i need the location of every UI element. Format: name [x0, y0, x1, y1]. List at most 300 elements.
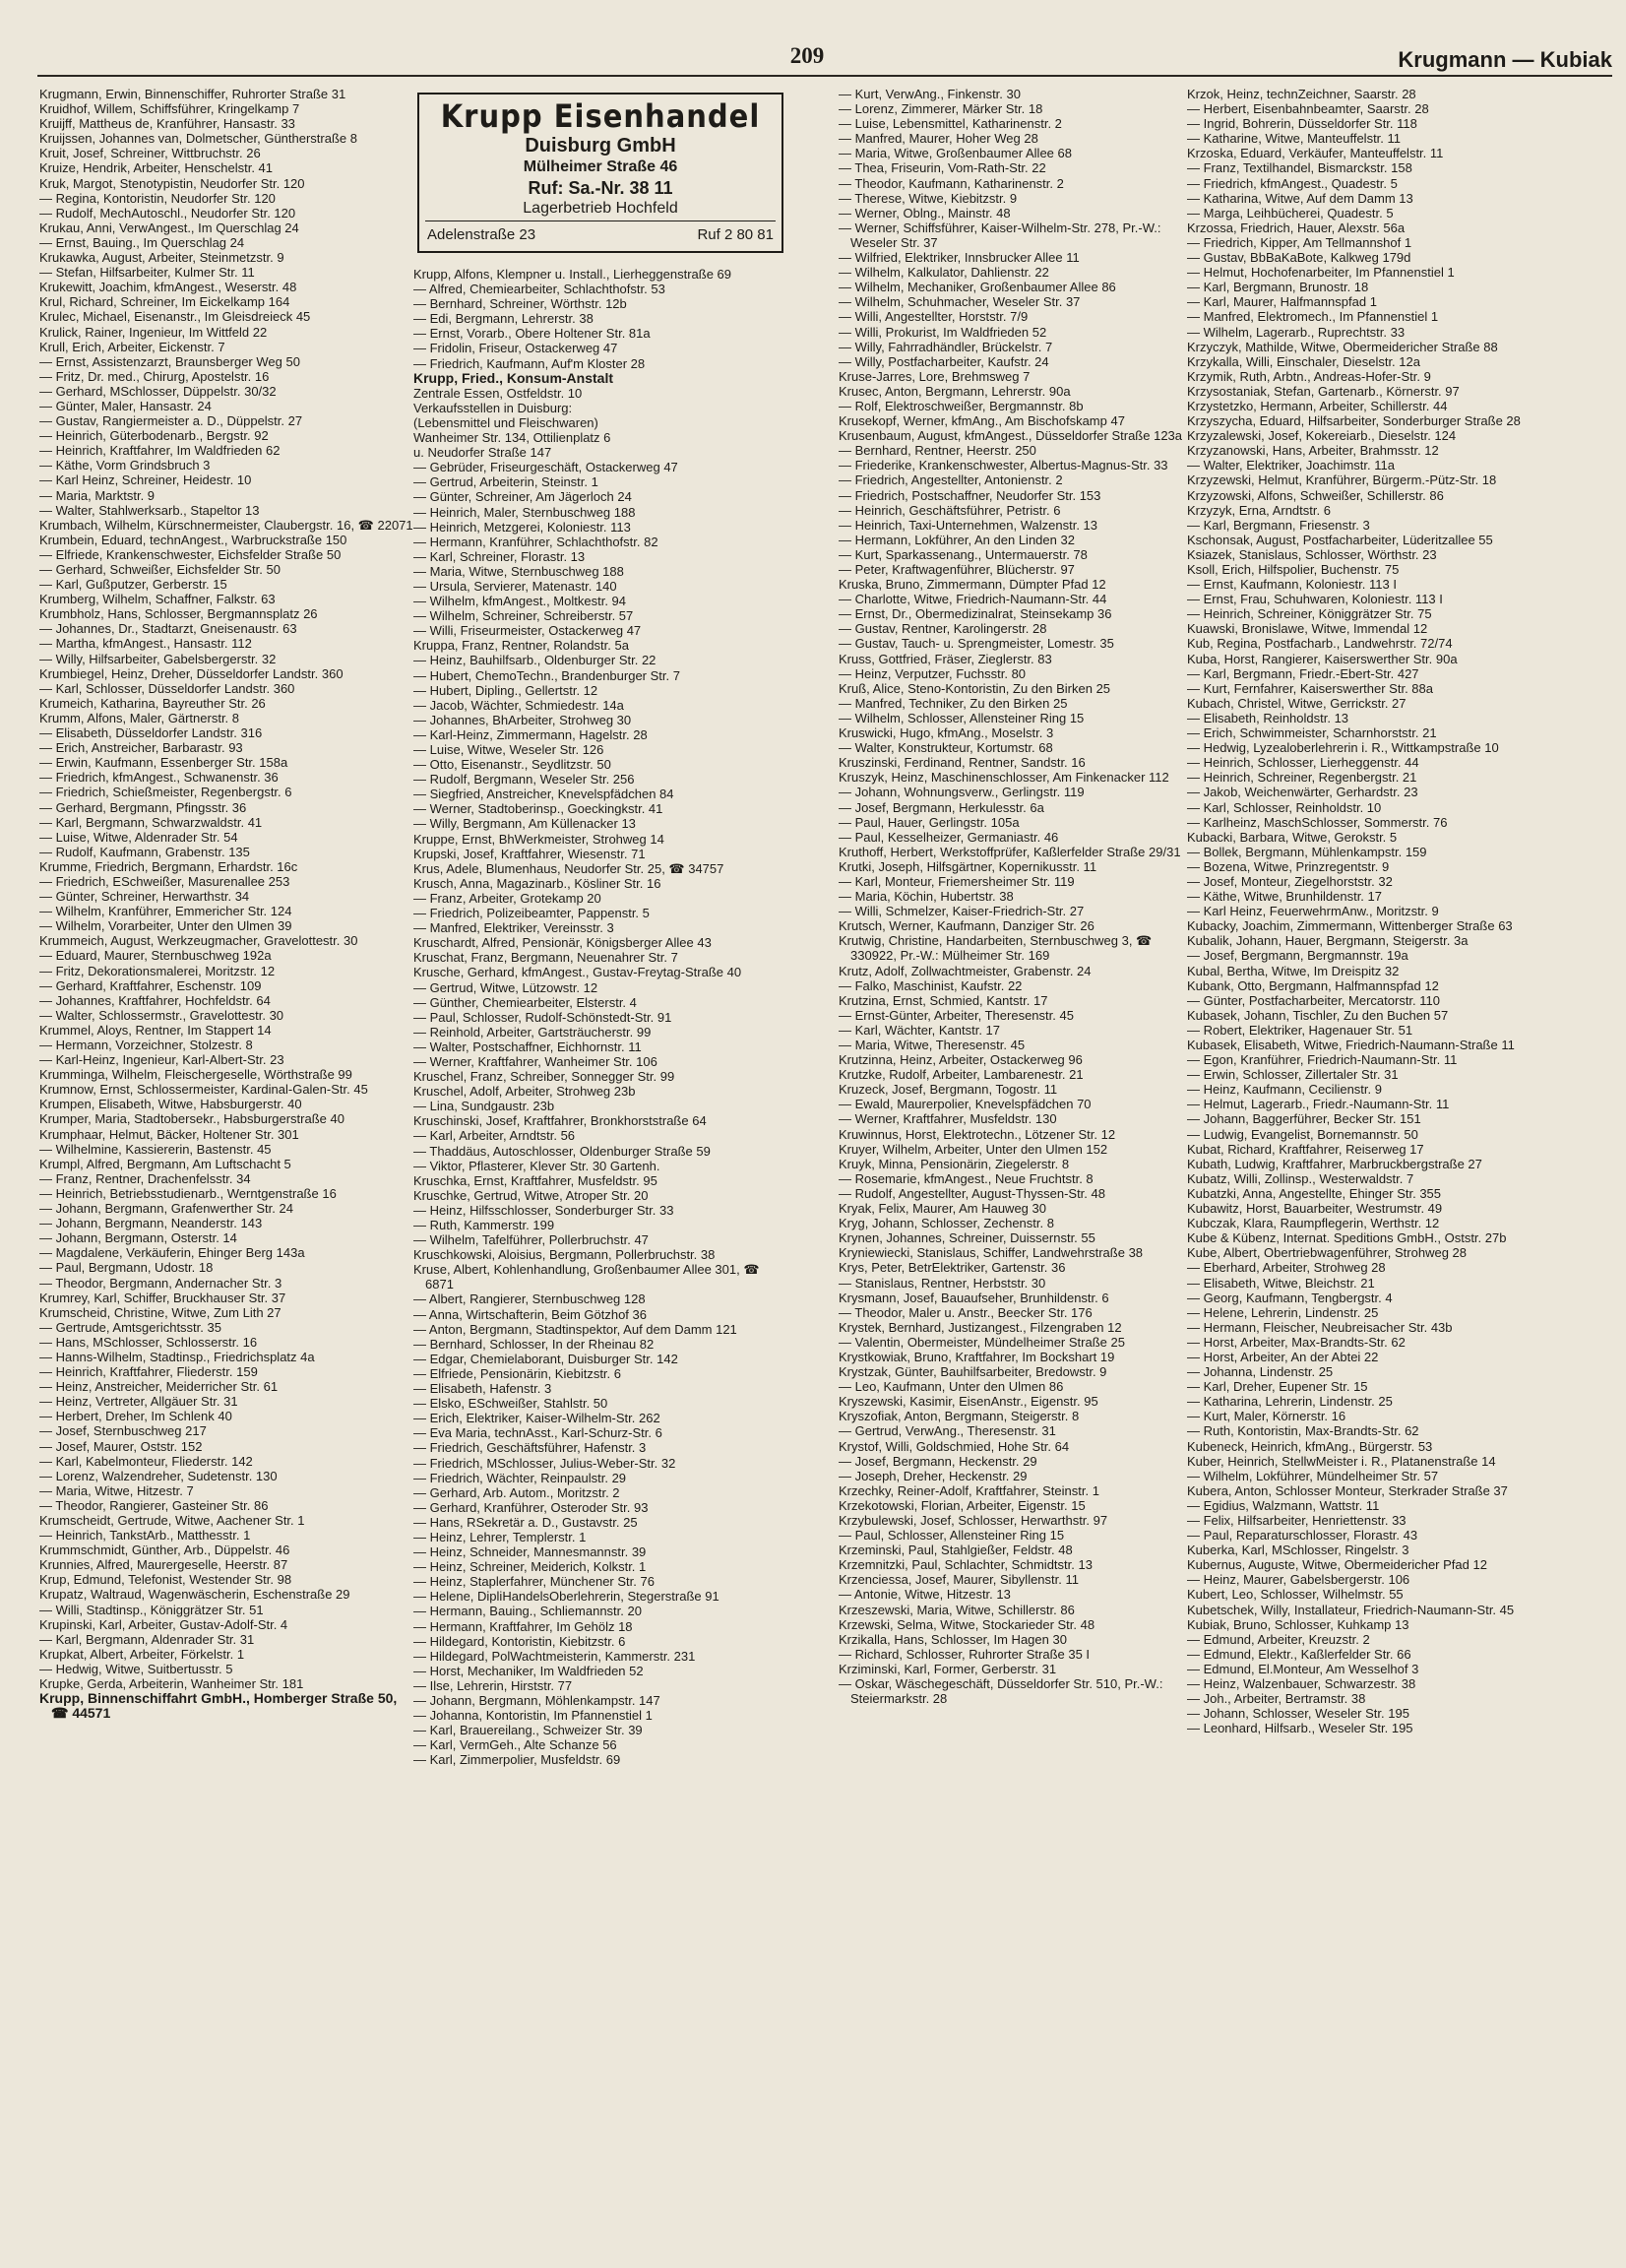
- directory-entry: Kryg, Johann, Schlosser, Zechenstr. 8: [839, 1216, 1054, 1231]
- directory-entry: Krzyzowski, Alfons, Schweißer, Schillerstr. 86: [1187, 487, 1444, 503]
- directory-entry: — Elfriede, Krankenschwester, Eichsfelder Straße 50: [39, 546, 342, 562]
- directory-entry: — Friedrich, Kipper, Am Tellmannshof 1: [1187, 234, 1412, 250]
- directory-entry: Krzenciessa, Josef, Maurer, Sibyllenstr. 11: [839, 1572, 1079, 1588]
- directory-entry: — Gertrud, Arbeiterin, Steinstr. 1: [413, 474, 598, 490]
- directory-entry: Kubczak, Klara, Raumpflegerin, Werthstr. 12: [1187, 1216, 1440, 1231]
- directory-entry: — Thaddäus, Autoschlosser, Oldenburger Straße 59: [413, 1143, 711, 1159]
- directory-entry: — Theodor, Maler u. Anstr., Beecker Str. 176: [839, 1304, 1093, 1320]
- directory-entry: — Wilhelm, Lagerarb., Ruprechtstr. 33: [1187, 324, 1406, 340]
- directory-entry: — Maria, Köchin, Hubertstr. 38: [839, 889, 1014, 905]
- directory-entry: Krusch, Anna, Magazinarb., Kösliner Str. 16: [413, 875, 661, 891]
- directory-entry: — Karl, VermGeh., Alte Schanze 56: [413, 1737, 617, 1753]
- directory-entry: — Willy, Hilfsarbeiter, Gabelsbergerstr. 32: [39, 651, 277, 666]
- directory-entry: Krus, Adele, Blumenhaus, Neudorfer Str. 25, ☎ 34757: [413, 860, 724, 876]
- directory-entry: — Karl, Monteur, Friemersheimer Str. 119: [839, 873, 1075, 889]
- directory-entry: — Oskar, Wäschegeschäft, Düsseldorfer Str. 510, Pr.-W.: Steiermarkstr. 28: [839, 1676, 1163, 1707]
- directory-entry: — Edgar, Chemielaborant, Duisburger Str. 142: [413, 1351, 678, 1366]
- directory-entry: — Helmut, Lagerarb., Friedr.-Naumann-Str. 11: [1187, 1097, 1450, 1112]
- directory-entry: Krupp, Binnenschiffahrt GmbH., Homberger Straße 50, ☎ 44571: [39, 1690, 398, 1722]
- directory-entry: — Karl, Schreiner, Florastr. 13: [413, 548, 586, 564]
- directory-entry: Kubeneck, Heinrich, kfmAng., Bürgerstr. 53: [1187, 1438, 1433, 1454]
- directory-entry: Krusche, Gerhard, kfmAngest., Gustav-Freytag-Straße 40: [413, 965, 742, 980]
- directory-entry: — Willy, Fahrradhändler, Brückelstr. 7: [839, 339, 1053, 354]
- directory-entry: — Herbert, Eisenbahnbeamter, Saarstr. 28: [1187, 101, 1429, 117]
- directory-entry: — Karl, Bergmann, Brunostr. 18: [1187, 280, 1369, 295]
- directory-entry: — Valentin, Obermeister, Mündelheimer Straße 25: [839, 1334, 1125, 1350]
- directory-entry: Kuawski, Bronislawe, Witwe, Immendal 12: [1187, 621, 1428, 637]
- directory-entry: Krukau, Anni, VerwAngest., Im Querschlag 24: [39, 220, 299, 235]
- directory-entry: Krul, Richard, Schreiner, Im Eickelkamp 164: [39, 294, 290, 310]
- directory-entry: — Rudolf, MechAutoschl., Neudorfer Str. 120: [39, 205, 296, 220]
- directory-entry: Krzewski, Selma, Witwe, Stockarieder Str. 48: [839, 1616, 1095, 1632]
- directory-entry: Kuber, Heinrich, StellwMeister i. R., Platanenstraße 14: [1187, 1453, 1496, 1469]
- directory-entry: — Johann, Bergmann, Osterstr. 14: [39, 1230, 237, 1246]
- directory-entry: Kuberka, Karl, MSchlosser, Ringelstr. 3: [1187, 1543, 1409, 1558]
- directory-entry: — Hermann, Bauing., Schliemannstr. 20: [413, 1604, 642, 1619]
- directory-entry: Kruss, Gottfried, Fräser, Zieglerstr. 83: [839, 651, 1052, 666]
- directory-entry: — Johann, Bergmann, Grafenwerther Str. 24: [39, 1201, 293, 1217]
- directory-entry: — Rudolf, Kaufmann, Grabenstr. 135: [39, 844, 250, 859]
- directory-entry: — Friederike, Krankenschwester, Albertus-Magnus-Str. 33: [839, 458, 1168, 473]
- directory-entry: Kruschinski, Josef, Kraftfahrer, Bronkhorststraße 64: [413, 1113, 707, 1129]
- directory-entry: Kube & Kübenz, Internat. Speditions GmbH., Oststr. 27b: [1187, 1230, 1507, 1246]
- directory-entry: Kryszofiak, Anton, Bergmann, Steigerstr. 8: [839, 1409, 1080, 1424]
- directory-entry: Kruska, Bruno, Zimmermann, Dümpter Pfad 12: [839, 577, 1106, 593]
- directory-entry: Krumscheid, Christine, Witwe, Zum Lith 27: [39, 1304, 281, 1320]
- directory-entry: Krupke, Gerda, Arbeiterin, Wanheimer Str. 181: [39, 1676, 304, 1692]
- ad-branch-phone: Ruf 2 80 81: [697, 226, 774, 243]
- directory-entry: — Johann, Schlosser, Weseler Str. 195: [1187, 1706, 1409, 1722]
- directory-entry: — Leonhard, Hilfsarb., Weseler Str. 195: [1187, 1721, 1413, 1736]
- directory-entry: — Ernst-Günter, Arbeiter, Theresenstr. 45: [839, 1007, 1074, 1023]
- directory-entry: — Gustav, BbBaKaBote, Kalkweg 179d: [1187, 250, 1411, 266]
- directory-entry: — Gerhard, Schweißer, Eichsfelder Str. 50: [39, 562, 281, 577]
- directory-entry: — Heinz, Hilfsschlosser, Sonderburger Str. 33: [413, 1202, 674, 1218]
- directory-entry: — Viktor, Pflasterer, Klever Str. 30 Gartenh.: [413, 1158, 660, 1173]
- directory-entry: — Hubert, Dipling., Gellertstr. 12: [413, 682, 598, 698]
- directory-entry: — Alfred, Chemiearbeiter, Schlachthofstr. 53: [413, 282, 665, 297]
- directory-entry: — Rolf, Elektroschweißer, Bergmannstr. 8b: [839, 398, 1084, 413]
- directory-entry: Kruse, Albert, Kohlenhandlung, Großenbaumer Allee 301, ☎ 6871: [413, 1262, 760, 1292]
- directory-entry: Krukewitt, Joachim, kfmAngest., Weserstr. 48: [39, 280, 297, 295]
- directory-entry: — Werner, Kraftfahrer, Musfeldstr. 130: [839, 1111, 1057, 1127]
- directory-entry: Krumrey, Karl, Schiffer, Bruckhauser Str. 37: [39, 1290, 286, 1305]
- directory-entry: Krutzke, Rudolf, Arbeiter, Lambarenestr. 21: [839, 1067, 1084, 1083]
- directory-entry: — Heinz, Lehrer, Templerstr. 1: [413, 1529, 587, 1544]
- directory-entry: Kruschardt, Alfred, Pensionär, Königsberger Allee 43: [413, 935, 712, 951]
- directory-entry: — Martha, kfmAngest., Hansastr. 112: [39, 636, 252, 652]
- directory-entry: Kubetschek, Willy, Installateur, Friedrich-Naumann-Str. 45: [1187, 1602, 1515, 1617]
- directory-entry: Kruyer, Wilhelm, Arbeiter, Unter den Ulmen 152: [839, 1141, 1108, 1157]
- directory-entry: — Elsko, ESchweißer, Stahlstr. 50: [413, 1396, 608, 1412]
- directory-entry: Kruk, Margot, Stenotypistin, Neudorfer Str. 120: [39, 175, 305, 191]
- directory-entry: — Friedrich, kfmAngest., Quadestr. 5: [1187, 175, 1398, 191]
- directory-entry: Krzybulewski, Josef, Schlosser, Herwarthstr. 97: [839, 1513, 1108, 1528]
- directory-entry: Krummeich, August, Werkzeugmacher, Gravelottestr. 30: [39, 933, 358, 949]
- directory-entry: Kryak, Felix, Maurer, Am Hauweg 30: [839, 1201, 1046, 1217]
- directory-entry: — Bollek, Bergmann, Mühlenkampstr. 159: [1187, 844, 1427, 859]
- directory-entry: — Antonie, Witwe, Hitzestr. 13: [839, 1587, 1011, 1603]
- directory-entry: Kruszinski, Ferdinand, Rentner, Sandstr. 16: [839, 755, 1086, 771]
- directory-entry: — Gustav, Rangiermeister a. D., Düppelstr. 27: [39, 413, 303, 429]
- directory-entry: — Maria, Witwe, Sternbuschweg 188: [413, 563, 624, 579]
- directory-entry: — Katharina, Lehrerin, Lindenstr. 25: [1187, 1394, 1393, 1410]
- directory-entry: — Hildegard, PolWachtmeisterin, Kammerstr. 231: [413, 1648, 696, 1664]
- directory-entry: — Anton, Bergmann, Stadtinspektor, Auf dem Damm 121: [413, 1321, 737, 1337]
- directory-entry: — Eduard, Maurer, Sternbuschweg 192a: [39, 948, 272, 964]
- directory-entry: Krzyzewski, Helmut, Kranführer, Bürgerm.-Pütz-Str. 18: [1187, 472, 1497, 488]
- directory-entry: — Hermann, Vorzeichner, Stolzestr. 8: [39, 1038, 253, 1052]
- directory-entry: — Karl, Maurer, Halfmannspfad 1: [1187, 294, 1377, 310]
- directory-entry: — Willy, Bergmann, Am Küllenacker 13: [413, 816, 636, 832]
- directory-entry: Krumbiegel, Heinz, Dreher, Düsseldorfer Landstr. 360: [39, 665, 344, 681]
- directory-entry: — Gertrud, VerwAng., Theresenstr. 31: [839, 1423, 1056, 1439]
- directory-entry: — Peter, Kraftwagenführer, Blücherstr. 97: [839, 562, 1075, 577]
- directory-entry: Krupinski, Karl, Arbeiter, Gustav-Adolf-Str. 4: [39, 1616, 288, 1632]
- directory-entry: — Günter, Maler, Hansastr. 24: [39, 398, 212, 413]
- directory-entry: Kubank, Otto, Bergmann, Halfmannspfad 12: [1187, 977, 1439, 993]
- directory-entry: — Willy, Postfacharbeiter, Kaufstr. 24: [839, 353, 1049, 369]
- directory-entry: — Rudolf, Bergmann, Weseler Str. 256: [413, 772, 635, 788]
- directory-entry: — Kurt, Fernfahrer, Kaiserswerther Str. 88a: [1187, 680, 1433, 696]
- directory-entry: Krusec, Anton, Bergmann, Lehrerstr. 90a: [839, 383, 1071, 399]
- directory-entry: — Katharine, Witwe, Manteuffelstr. 11: [1187, 131, 1402, 147]
- directory-entry: — Paul, Schlosser, Rudolf-Schönstedt-Str. 91: [413, 1009, 672, 1025]
- krupp-eisenhandel-advertisement: [417, 93, 783, 253]
- directory-entry: — Karl, Schlosser, Reinholdstr. 10: [1187, 799, 1382, 815]
- directory-entry: — Heinrich, Maler, Sternbuschweg 188: [413, 504, 636, 520]
- directory-entry: — Josef, Bergmann, Heckenstr. 29: [839, 1453, 1037, 1469]
- directory-entry: Krumnow, Ernst, Schlossermeister, Kardinal-Galen-Str. 45: [39, 1082, 368, 1098]
- directory-entry: — Wilhelm, Mechaniker, Großenbaumer Allee 86: [839, 280, 1116, 295]
- directory-entry: Kuba, Horst, Rangierer, Kaiserswerther Str. 90a: [1187, 651, 1458, 666]
- directory-entry: — Helene, Lehrerin, Lindenstr. 25: [1187, 1304, 1379, 1320]
- page-number: 209: [789, 43, 825, 68]
- directory-entry: Kube, Albert, Obertriebwagenführer, Strohweg 28: [1187, 1245, 1468, 1261]
- directory-entry: — Bernhard, Schlosser, In der Rheinau 82: [413, 1336, 655, 1352]
- directory-entry: Kubert, Leo, Schlosser, Wilhelmstr. 55: [1187, 1587, 1404, 1603]
- directory-entry: — Bernhard, Rentner, Heerstr. 250: [839, 443, 1036, 459]
- directory-entry: — Paul, Bergmann, Udostr. 18: [39, 1260, 214, 1276]
- directory-entry: — Rudolf, Angestellter, August-Thyssen-Str. 48: [839, 1185, 1105, 1201]
- directory-entry: Kruschke, Gertrud, Witwe, Atroper Str. 20: [413, 1187, 649, 1203]
- directory-entry: Krzemnitzki, Paul, Schlachter, Schmidtstr. 13: [839, 1557, 1093, 1573]
- directory-entry: — Karl, Arbeiter, Arndtstr. 56: [413, 1128, 576, 1144]
- directory-entry: — Hermann, Kranführer, Schlachthofstr. 82: [413, 534, 658, 549]
- directory-entry: — Johanna, Kontoristin, Im Pfannenstiel 1: [413, 1708, 653, 1724]
- directory-entry: Krumpen, Elisabeth, Witwe, Habsburgerstr. 40: [39, 1097, 302, 1112]
- directory-entry: — Gustav, Tauch- u. Sprengmeister, Lomestr. 35: [839, 636, 1114, 652]
- directory-entry: — Franz, Rentner, Drachenfelsstr. 34: [39, 1170, 251, 1186]
- directory-entry: Kruschel, Adolf, Arbeiter, Strohweg 23b: [413, 1084, 636, 1100]
- directory-entry: Krulec, Michael, Eisenanstr., Im Gleisdreieck 45: [39, 309, 311, 325]
- column-3: [839, 87, 1185, 2260]
- directory-entry: Kruppa, Franz, Rentner, Rolandstr. 5a: [413, 638, 629, 654]
- directory-entry: Krummel, Aloys, Rentner, Im Stappert 14: [39, 1022, 272, 1038]
- directory-entry: — Edmund, El.Monteur, Am Wesselhof 3: [1187, 1661, 1419, 1676]
- directory-entry: — Ruth, Kammerstr. 199: [413, 1218, 555, 1232]
- directory-entry: Krugmann, Erwin, Binnenschiffer, Ruhrorter Straße 31: [39, 87, 346, 101]
- directory-entry: Kryszewski, Kasimir, EisenAnstr., Eigenstr. 95: [839, 1394, 1098, 1410]
- directory-entry: Kubalik, Johann, Hauer, Bergmann, Steigerstr. 3a: [1187, 933, 1469, 949]
- directory-entry: — Johannes, Dr., Stadtarzt, Gneisenaustr. 63: [39, 621, 297, 637]
- directory-entry: — Joseph, Dreher, Heckenstr. 29: [839, 1468, 1028, 1483]
- directory-entry: — Gertrude, Amtsgerichtsstr. 35: [39, 1319, 221, 1335]
- directory-entry: — Karlheinz, MaschSchlosser, Sommerstr. 76: [1187, 814, 1448, 830]
- directory-entry: — Heinrich, Geschäftsführer, Petristr. 6: [839, 502, 1061, 518]
- directory-entry: Krystkowiak, Bruno, Kraftfahrer, Im Bockshart 19: [839, 1349, 1115, 1364]
- directory-entry: — Hanns-Wilhelm, Stadtinsp., Friedrichsplatz 4a: [39, 1349, 315, 1364]
- directory-entry: — Karl, Kabelmonteur, Fliederstr. 142: [39, 1453, 253, 1469]
- directory-entry: — Paul, Kesselheizer, Germaniastr. 46: [839, 829, 1059, 845]
- directory-entry: Kubacki, Barbara, Witwe, Gerokstr. 5: [1187, 829, 1398, 845]
- directory-entry: — Hubert, ChemoTechn., Brandenburger Str. 7: [413, 667, 680, 683]
- directory-entry: Krzyzyk, Erna, Arndtstr. 6: [1187, 502, 1331, 518]
- directory-entry: Krzok, Heinz, technZeichner, Saarstr. 28: [1187, 87, 1416, 101]
- directory-entry: — Werner, Stadtoberinsp., Goeckingkstr. 41: [413, 801, 663, 817]
- directory-entry: — Friedrich, Geschäftsführer, Hafenstr. 3: [413, 1440, 647, 1456]
- directory-entry: — Heinz, Walzenbauer, Schwarzestr. 38: [1187, 1676, 1416, 1692]
- directory-entry: — Magdalene, Verkäuferin, Ehinger Berg 143a: [39, 1245, 305, 1261]
- directory-entry: — Franz, Textilhandel, Bismarckstr. 158: [1187, 160, 1412, 176]
- directory-entry: — Werner, Schiffsführer, Kaiser-Wilhelm-Str. 278, Pr.-W.: Weseler Str. 37: [839, 220, 1161, 250]
- directory-entry: — Otto, Eisenanstr., Seydlitzstr. 50: [413, 757, 611, 773]
- directory-entry: — Willi, Friseurmeister, Ostackerweg 47: [413, 623, 642, 639]
- directory-entry: — Edmund, Arbeiter, Kreuzstr. 2: [1187, 1631, 1370, 1647]
- directory-entry: — Lorenz, Zimmerer, Märker Str. 18: [839, 101, 1043, 117]
- directory-entry: — Josef, Sternbuschweg 217: [39, 1423, 207, 1439]
- directory-entry: — Manfred, Techniker, Zu den Birken 25: [839, 695, 1068, 711]
- directory-entry: — Edi, Bergmann, Lehrerstr. 38: [413, 311, 594, 327]
- directory-entry: — Ernst, Kaufmann, Koloniestr. 113 I: [1187, 577, 1397, 593]
- directory-entry: — Jakob, Weichenwärter, Gerhardstr. 23: [1187, 785, 1418, 800]
- directory-entry: Krzysostaniak, Stefan, Gartenarb., Körnerstr. 97: [1187, 383, 1460, 399]
- directory-entry: — Egidius, Walzmann, Wattstr. 11: [1187, 1497, 1380, 1513]
- directory-entry: — Therese, Witwe, Kiebitzstr. 9: [839, 190, 1018, 206]
- directory-entry: Kub, Regina, Postfacharb., Landwehrstr. 72/74: [1187, 636, 1453, 652]
- directory-entry: (Lebensmittel und Fleischwaren): [413, 414, 598, 430]
- directory-entry: — Kurt, Sparkassenang., Untermauerstr. 78: [839, 546, 1088, 562]
- directory-entry: — Ernst, Bauing., Im Querschlag 24: [39, 234, 245, 250]
- directory-entry: Krzossa, Friedrich, Hauer, Alexstr. 56a: [1187, 220, 1406, 235]
- ad-street: Mülheimer Straße 46: [523, 158, 678, 175]
- directory-entry: — Heinz, Verputzer, Fuchsstr. 80: [839, 665, 1027, 681]
- directory-entry: Krupatz, Waltraud, Wagenwäscherin, Eschenstraße 29: [39, 1587, 350, 1603]
- directory-entry: Krystof, Willi, Goldschmied, Hohe Str. 64: [839, 1438, 1070, 1454]
- directory-entry: — Helene, DipliHandelsOberlehrerin, Stegerstraße 91: [413, 1589, 719, 1605]
- directory-entry: — Karl Heinz, FeuerwehrmAnw., Moritzstr. 9: [1187, 904, 1439, 919]
- directory-entry: — Hermann, Lokführer, An den Linden 32: [839, 532, 1075, 547]
- directory-entry: Kubatz, Willi, Zollinsp., Westerwaldstr. 7: [1187, 1170, 1414, 1186]
- directory-entry: — Stefan, Hilfsarbeiter, Kulmer Str. 11: [39, 265, 255, 281]
- ad-branch-row: [425, 225, 776, 245]
- directory-entry: — Charlotte, Witwe, Friedrich-Naumann-Str. 44: [839, 592, 1107, 607]
- directory-entry: — Paul, Schlosser, Allensteiner Ring 15: [839, 1528, 1065, 1544]
- directory-entry: Kubach, Christel, Witwe, Gerrickstr. 27: [1187, 695, 1407, 711]
- directory-entry: — Heinrich, Betriebsstudienarb., Werntgenstraße 16: [39, 1185, 337, 1201]
- directory-entry: — Luise, Witwe, Weseler Str. 126: [413, 742, 604, 757]
- directory-entry: — Georg, Kaufmann, Tengbergstr. 4: [1187, 1290, 1393, 1305]
- directory-entry: — Hans, MSchlosser, Schlosserstr. 16: [39, 1334, 258, 1350]
- directory-entry: — Ilse, Lehrerin, Hirststr. 77: [413, 1677, 573, 1693]
- directory-entry: — Paul, Hauer, Gerlingstr. 105a: [839, 814, 1020, 830]
- directory-entry: — Hildegard, Kontoristin, Kiebitzstr. 6: [413, 1633, 626, 1649]
- directory-entry: — Heinrich, Metzgerei, Koloniestr. 113: [413, 519, 631, 535]
- directory-entry: Krzikalla, Hans, Schlosser, Im Hagen 30: [839, 1631, 1067, 1647]
- directory-entry: Krumphaar, Helmut, Bäcker, Holtener Str. 301: [39, 1126, 299, 1142]
- directory-entry: — Friedrich, Postschaffner, Neudorfer Str. 153: [839, 487, 1101, 503]
- directory-entry: Krumminga, Wilhelm, Fleischergeselle, Wörthstraße 99: [39, 1067, 352, 1083]
- directory-entry: — Werner, Oblng., Mainstr. 48: [839, 205, 1011, 220]
- directory-entry: Kubiak, Bruno, Schlosser, Kuhkamp 13: [1187, 1616, 1409, 1632]
- directory-entry: — Robert, Elektriker, Hagenauer Str. 51: [1187, 1022, 1413, 1038]
- directory-entry: — Willi, Angestellter, Horststr. 7/9: [839, 309, 1029, 325]
- directory-entry: — Johanna, Lindenstr. 25: [1187, 1364, 1334, 1380]
- directory-entry: — Gustav, Rentner, Karolingerstr. 28: [839, 621, 1047, 637]
- directory-entry: — Käthe, Vorm Grindsbruch 3: [39, 458, 211, 473]
- directory-entry: — Leo, Kaufmann, Unter den Ulmen 86: [839, 1379, 1064, 1395]
- directory-entry: — Maria, Witwe, Hitzestr. 7: [39, 1482, 194, 1498]
- directory-entry: — Karl-Heinz, Ingenieur, Karl-Albert-Str. 23: [39, 1052, 284, 1068]
- directory-entry: — Karl, Zimmerpolier, Musfeldstr. 69: [413, 1752, 621, 1768]
- directory-entry: — Friedrich, ESchweißer, Masurenallee 253: [39, 873, 290, 889]
- directory-entry: — Heinrich, Schreiner, Regenbergstr. 21: [1187, 770, 1417, 786]
- directory-entry: — Richard, Schlosser, Ruhrorter Straße 35 I: [839, 1646, 1091, 1662]
- directory-entry: — Paul, Reparaturschlosser, Florastr. 43: [1187, 1528, 1418, 1544]
- directory-entry: Kubath, Ludwig, Kraftfahrer, Marbruckbergstraße 27: [1187, 1156, 1482, 1171]
- directory-entry: — Heinrich, Schlosser, Lierheggenstr. 44: [1187, 755, 1419, 771]
- directory-entry: — Heinrich, Güterbodenarb., Bergstr. 92: [39, 428, 269, 444]
- directory-entry: Krusekopf, Werner, kfmAng., Am Bischofskamp 47: [839, 413, 1125, 429]
- directory-entry: Kubasek, Johann, Tischler, Zu den Buchen 57: [1187, 1007, 1449, 1023]
- directory-entry: — Johannes, BhArbeiter, Strohweg 30: [413, 712, 632, 727]
- directory-entry: Krzyczyk, Mathilde, Witwe, Obermeidericher Straße 88: [1187, 339, 1498, 354]
- directory-entry: — Maria, Witwe, Großenbaumer Allee 68: [839, 146, 1072, 161]
- directory-entry: — Elisabeth, Reinholdstr. 13: [1187, 710, 1349, 725]
- directory-entry: Krupkat, Albert, Arbeiter, Förkelstr. 1: [39, 1646, 245, 1662]
- directory-entry: — Wilfried, Elektriker, Innsbrucker Allee 11: [839, 250, 1080, 266]
- directory-entry: — Gerhard, Arb. Autom., Moritzstr. 2: [413, 1484, 620, 1500]
- directory-entry: — Theodor, Kaufmann, Katharinenstr. 2: [839, 175, 1064, 191]
- directory-entry: Krumper, Maria, Stadtobersekr., Habsburgerstraße 40: [39, 1111, 344, 1127]
- directory-entry: — Regina, Kontoristin, Neudorfer Str. 120: [39, 190, 276, 206]
- directory-entry: — Horst, Mechaniker, Im Waldfrieden 52: [413, 1663, 644, 1678]
- directory-entry: — Gerhard, MSchlosser, Düppelstr. 30/32: [39, 383, 277, 399]
- directory-entry: — Wilhelm, Vorarbeiter, Unter den Ulmen 39: [39, 918, 292, 934]
- ad-branch: Lagerbetrieb Hochfeld: [523, 200, 678, 217]
- directory-entry: Kubernus, Auguste, Witwe, Obermeidericher Pfad 12: [1187, 1557, 1487, 1573]
- directory-entry: — Herbert, Dreher, Im Schlenk 40: [39, 1409, 232, 1424]
- running-head: Krugmann — Kubiak: [1398, 47, 1612, 72]
- directory-entry: — Willi, Schmelzer, Kaiser-Friedrich-Str. 27: [839, 904, 1085, 919]
- directory-entry: — Ernst, Dr., Obermedizinalrat, Steinsekamp 36: [839, 606, 1112, 622]
- directory-entry: — Bernhard, Schreiner, Wörthstr. 12b: [413, 296, 627, 312]
- directory-entry: Kryniewiecki, Stanislaus, Schiffer, Landwehrstraße 38: [839, 1245, 1144, 1261]
- directory-entry: — Luise, Witwe, Aldenrader Str. 54: [39, 829, 238, 845]
- directory-entry: — Karl, Dreher, Eupener Str. 15: [1187, 1379, 1368, 1395]
- directory-entry: — Erich, Anstreicher, Barbarastr. 93: [39, 740, 243, 756]
- column-2: [413, 87, 787, 2260]
- directory-entry: — Josef, Monteur, Ziegelhorststr. 32: [1187, 873, 1393, 889]
- directory-entry: — Gerhard, Kraftfahrer, Eschenstr. 109: [39, 977, 262, 993]
- directory-entry: — Karl, Bergmann, Friesenstr. 3: [1187, 517, 1370, 533]
- directory-entry: Krzeszewski, Maria, Witwe, Schillerstr. 86: [839, 1602, 1075, 1617]
- directory-entry: Krutwig, Christine, Handarbeiten, Sternbuschweg 3, ☎ 330922, Pr.-W.: Mülheimer Str. 169: [839, 933, 1153, 964]
- directory-entry: — Karl, Brauereilang., Schweizer Str. 39: [413, 1723, 643, 1738]
- directory-entry: — Heinz, Schreiner, Meiderich, Kolkstr. 1: [413, 1559, 647, 1575]
- directory-entry: Kubal, Bertha, Witwe, Im Dreispitz 32: [1187, 963, 1400, 978]
- directory-entry: — Friedrich, MSchlosser, Julius-Weber-Str. 32: [413, 1455, 676, 1471]
- directory-entry: — Elisabeth, Witwe, Bleichstr. 21: [1187, 1275, 1375, 1291]
- directory-entry: — Rosemarie, kfmAngest., Neue Fruchtstr. 8: [839, 1170, 1094, 1186]
- directory-entry: Krupski, Josef, Kraftfahrer, Wiesenstr. 71: [413, 846, 646, 861]
- directory-entry: Ksoll, Erich, Hilfspolier, Buchenstr. 75: [1187, 562, 1400, 577]
- directory-entry: — Ernst, Assistenzarzt, Braunsberger Weg 50: [39, 353, 300, 369]
- directory-entry: — Ruth, Kontoristin, Max-Brandts-Str. 62: [1187, 1423, 1419, 1439]
- directory-entry: — Johann, Bergmann, Neanderstr. 143: [39, 1216, 263, 1231]
- directory-entry: Krzystetzko, Hermann, Arbeiter, Schillerstr. 44: [1187, 398, 1448, 413]
- directory-entry: — Heinrich, Schreiner, Königgrätzer Str. 75: [1187, 606, 1432, 622]
- directory-entry: — Manfred, Elektromech., Im Pfannenstiel 1: [1187, 309, 1439, 325]
- directory-entry: — Reinhold, Arbeiter, Gartsträucherstr. 99: [413, 1024, 652, 1040]
- directory-entry: — Wilhelm, Schreiner, Schreiberstr. 57: [413, 608, 634, 624]
- directory-entry: — Karl-Heinz, Zimmermann, Hagelstr. 28: [413, 726, 648, 742]
- directory-entry: — Felix, Hilfsarbeiter, Henriettenstr. 33: [1187, 1513, 1407, 1528]
- header-rule: [37, 75, 1612, 77]
- directory-entry: Kruschkowski, Aloisius, Bergmann, Pollerbruchstr. 38: [413, 1247, 716, 1263]
- directory-entry: Krutzina, Ernst, Schmied, Kantstr. 17: [839, 992, 1048, 1008]
- directory-entry: — Günter, Schreiner, Am Jägerloch 24: [413, 489, 632, 505]
- directory-entry: — Theodor, Rangierer, Gasteiner Str. 86: [39, 1497, 269, 1513]
- directory-entry: — Johann, Bergmann, Möhlenkampstr. 147: [413, 1693, 660, 1708]
- directory-entry: — Maria, Marktstr. 9: [39, 487, 156, 503]
- directory-entry: — Günther, Chemiearbeiter, Elsterstr. 4: [413, 994, 637, 1010]
- directory-entry: Krumm, Alfons, Maler, Gärtnerstr. 8: [39, 710, 240, 725]
- directory-entry: — Gebrüder, Friseurgeschäft, Ostackerweg 47: [413, 460, 678, 475]
- directory-entry: Kruszyk, Heinz, Maschinenschlosser, Am Finkenacker 112: [839, 770, 1169, 786]
- directory-entry: — Bozena, Witwe, Prinzregentstr. 9: [1187, 858, 1390, 874]
- directory-entry: — Heinrich, Kraftfahrer, Fliederstr. 159: [39, 1364, 258, 1380]
- directory-entry: Krystzak, Günter, Bauhilfsarbeiter, Bredowstr. 9: [839, 1364, 1107, 1380]
- directory-entry: Krutz, Adolf, Zollwachtmeister, Grabenstr. 24: [839, 963, 1092, 978]
- directory-entry: Verkaufsstellen in Duisburg:: [413, 400, 573, 415]
- directory-entry: Krumbholz, Hans, Schlosser, Bergmannsplatz 26: [39, 606, 318, 622]
- directory-entry: — Ludwig, Evangelist, Bornemannstr. 50: [1187, 1126, 1418, 1142]
- directory-entry: Kubera, Anton, Schlosser Monteur, Sterkrader Straße 37: [1187, 1482, 1508, 1498]
- column-2-entries: [413, 267, 787, 1767]
- directory-entry: — Walter, Stahlwerksarb., Stapeltor 13: [39, 502, 260, 518]
- directory-entry: — Fridolin, Friseur, Ostackerweg 47: [413, 341, 618, 356]
- ad-phone: Ruf: Sa.-Nr. 38 11: [528, 178, 673, 198]
- directory-entry: Kruijff, Mattheus de, Kranführer, Hansastr. 33: [39, 116, 295, 132]
- directory-entry: — Hedwig, Lyzealoberlehrerin i. R., Wittkampstraße 10: [1187, 740, 1499, 756]
- directory-entry: Kubatzki, Anna, Angestellte, Ehinger Str. 355: [1187, 1185, 1442, 1201]
- directory-entry: Kubasek, Elisabeth, Witwe, Friedrich-Naumann-Straße 11: [1187, 1038, 1515, 1052]
- directory-entry: — Kurt, Maler, Körnerstr. 16: [1187, 1409, 1346, 1424]
- ad-divider: [425, 220, 776, 221]
- directory-entry: Krumscheidt, Gertrude, Witwe, Aachener Str. 1: [39, 1513, 305, 1528]
- directory-entry: — Jacob, Wächter, Schmiedestr. 14a: [413, 697, 624, 713]
- directory-entry: — Willi, Prokurist, Im Waldfrieden 52: [839, 324, 1047, 340]
- directory-entry: u. Neudorfer Straße 147: [413, 445, 552, 461]
- directory-entry: — Josef, Maurer, Oststr. 152: [39, 1438, 203, 1454]
- directory-entry: — Heinrich, Kraftfahrer, Im Waldfrieden 62: [39, 443, 281, 459]
- directory-entry: — Wilhelmine, Kassiererin, Bastenstr. 45: [39, 1141, 272, 1157]
- directory-entry: Krumme, Friedrich, Bergmann, Erhardstr. 16c: [39, 858, 298, 874]
- directory-entry: — Karl, Schlosser, Düsseldorfer Landstr. 360: [39, 680, 295, 696]
- directory-entry: — Ernst, Frau, Schuhwaren, Koloniestr. 113 I: [1187, 592, 1443, 607]
- directory-entry: — Friedrich, Schießmeister, Regenbergstr. 6: [39, 785, 292, 800]
